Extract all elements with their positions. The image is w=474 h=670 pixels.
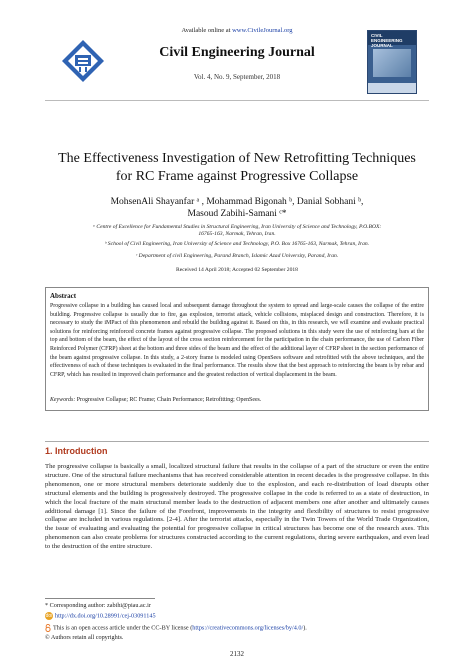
keywords-label: Keywords: bbox=[50, 397, 76, 403]
license-line bbox=[45, 624, 307, 632]
paper-title bbox=[45, 150, 429, 186]
author-list bbox=[60, 196, 414, 220]
doi-icon: doi bbox=[45, 613, 53, 619]
copyright-line: © Authors retain all copyrights. bbox=[45, 634, 124, 641]
cover-title: CIVIL ENGINEERING JOURNAL bbox=[371, 33, 403, 48]
introduction-text: The progressive collapse is basically a small, localized structural failure that results in the collapse of a part of the structure or even the entire structure. One of the structural failure mechanisms that has received considerable attention in recent decades is the progressive collapse. In this phenomenon, one or more structural members deteriorate suddenly due to the explosion, and each re-distribution of load disrupts other structural elements and the building is progressively destroyed. The progressive collapse in the code is referred to as a state of destruction, in which the local fracture of the main structural member leads to the destruction of adjacent members one after another and ultimately causes additional damage [1]. Since the failure of the Forefront, improvements in the integrity and flexibility of structures to resist progressive collapse are included in various regulations. [2-4]. After the terrorist attacks, especially in the Twin Towers of the World Trade Organization, the issue of evaluating and evaluating the potential for progressive collapse in critical structures has become one of the research axes. This phenomenon can also create problems for structures constructed according to the current regulations, during severe earthquakes, and even lead to the destruction of the entire structure. bbox=[45, 463, 429, 551]
affiliation-a bbox=[45, 224, 429, 238]
abstract-heading: Abstract bbox=[50, 292, 77, 300]
license-prefix: This is an open access article under the CC-BY license ( bbox=[53, 624, 193, 632]
paper-title-line-1: The Effectiveness Investigation of New Retrofitting Techniques bbox=[58, 151, 416, 166]
cover-footer-bar bbox=[368, 83, 416, 93]
authors-line-1: MohsenAli Shayanfar ᵃ , Mohammad Bigonah ᵇ, Danial Sobhani ᵇ, bbox=[110, 197, 364, 207]
authors-line-2: Masoud Zabihi-Samani ᶜ* bbox=[187, 209, 287, 219]
abstract-text: Progressive collapse in a building has caused local and subsequent damage throughout the system to spread and large-scale causes the collapse of the entire building. Progressive collapse is usually due to fire, gas explosion, terrorist attack, vehicle collisions, misplaced design and construction. Therefore, it is necessary to study the iMPact of this phenomenon and rebuild the building against it. Based on this, in this research, we will examine and evaluate practical solutions for reinforcing reinforced concrete frames against progressive collapse. The proposed solutions in this study were the use of reinforcing bars at the top and bottom of the beam, the effect of the layout of the cross section reinforcement for the participation in the chain performance, the use of Carbon Fiber Reinforced Polymer (CFRP) sheet at the bottom and three sides of the beam and the effect of the additional layer of CFRP sheet in the section performance of the beam against progressive collapse. In this study, a 2-story frame is modeled using OpenSees software and retrofitted with the above techniques, and the effectiveness of each of these techniques is evaluated in the final performance. The results show that the best approach to reinforcing the beam is by rebar and CFRP, which has resulted in improved chain performance and the greatest reduction of vertical displacement in the beam. bbox=[50, 303, 424, 378]
received-dates: Received 14 April 2018; Accepted 02 September 2018 bbox=[176, 267, 298, 273]
affiliation-a-line-2: 16765-163, Narmak, Tehran, Iran. bbox=[198, 231, 276, 237]
journal-cover-image bbox=[367, 30, 417, 94]
open-access-icon bbox=[45, 624, 51, 632]
header-divider bbox=[45, 100, 429, 101]
affiliation-a-line-1: ᵃ Centre of Excellence for Fundamental Studies in Structural Engineering, Iran University of Science and Technology, P.O.BOX: bbox=[92, 224, 382, 230]
affiliation-b: ᵇ School of Civil Engineering, Iran University of Science and Technology, P.O. Box 16765-163, Narmak, Tehran, Iran. bbox=[104, 241, 370, 247]
journal-logo-icon bbox=[60, 38, 106, 84]
availability-prefix: Available online at bbox=[181, 27, 233, 34]
journal-website-link[interactable]: www.CivileJournal.org bbox=[232, 27, 293, 34]
license-link[interactable]: https://creativecommons.org/licenses/by/4.0/ bbox=[192, 624, 304, 632]
doi-link[interactable]: http://dx.doi.org/10.28991/cej-03091145 bbox=[55, 612, 156, 620]
footnote-divider bbox=[45, 598, 155, 599]
page-number: 2132 bbox=[230, 650, 244, 658]
volume-line: Vol. 4, No. 9, September, 2018 bbox=[193, 73, 281, 81]
affiliation-c: ᶜ Department of civil Engineering, Parand Branch, Islamic Azad University, Parand, Iran. bbox=[135, 253, 339, 259]
keywords-list: Progressive Collapse; RC Frame; Chain Performance; Retrofitting; OpenSees. bbox=[75, 397, 262, 403]
section-divider bbox=[45, 441, 429, 442]
journal-name: Civil Engineering Journal bbox=[159, 45, 315, 60]
cover-photo bbox=[373, 49, 411, 77]
keywords-line bbox=[50, 397, 424, 403]
license-suffix: ). bbox=[303, 624, 307, 632]
doi-line bbox=[45, 612, 156, 620]
paper-title-line-2: for RC Frame against Progressive Collapse bbox=[115, 169, 359, 184]
corresponding-author: * Corresponding author: zabihi@piau.ac.ir bbox=[45, 602, 151, 609]
section-heading-introduction: 1. Introduction bbox=[45, 446, 108, 456]
